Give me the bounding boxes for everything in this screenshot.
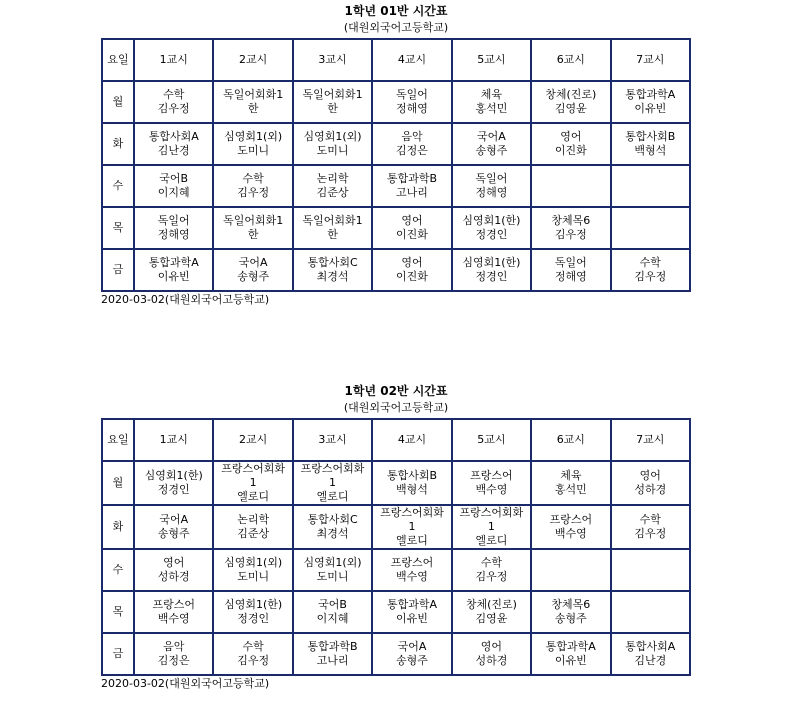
subject-name: 통합사회A <box>625 640 676 653</box>
subject-name: 통합과학A <box>148 256 199 269</box>
table-row <box>102 249 690 291</box>
subject-name: 1 <box>329 476 337 489</box>
subject-name: 통합사회B <box>386 469 437 482</box>
teacher-name: 김영윤 <box>475 612 508 625</box>
class-cell <box>372 591 451 633</box>
subject-name: 국어A <box>477 130 506 143</box>
header-row <box>102 39 690 81</box>
teacher-name: 정해영 <box>475 186 508 199</box>
teacher-name: 정경인 <box>157 483 190 496</box>
class-cell <box>213 505 292 549</box>
subject-name: 심영회1(한) <box>462 214 521 227</box>
teacher-name: 엘로디 <box>396 534 428 547</box>
teacher-name: 김난경 <box>157 144 190 157</box>
school-name: (대원외국어고등학교) <box>343 401 449 414</box>
teacher-name: 한 <box>327 102 338 115</box>
period-header: 7교시 <box>611 419 690 461</box>
period-header: 4교시 <box>372 39 451 81</box>
teacher-name: 백수영 <box>157 612 190 625</box>
teacher-name: 김우정 <box>475 570 508 583</box>
period-header: 3교시 <box>293 419 372 461</box>
subject-name: 심영회1(한) <box>224 598 283 611</box>
subject-name: 프랑스어 <box>390 556 434 569</box>
teacher-name: 최경석 <box>316 270 349 283</box>
class-cell <box>531 461 610 505</box>
class-cell <box>531 207 610 249</box>
teacher-name: 이유빈 <box>554 654 587 667</box>
subject-name: 프랑스어 <box>549 513 593 526</box>
class-cell <box>213 461 292 505</box>
teacher-name: 김정은 <box>396 144 428 157</box>
subject-name: 국어A <box>238 256 268 269</box>
teacher-name: 김정은 <box>157 654 190 667</box>
teacher-name: 정경인 <box>475 270 508 283</box>
subject-name: 통합과학A <box>625 88 676 101</box>
class-cell <box>452 165 531 207</box>
class-cell <box>293 165 372 207</box>
timetable-footer: 2020-03-02(대원외국어고등학교) <box>101 677 270 690</box>
teacher-name: 이진화 <box>554 144 587 157</box>
class-cell <box>611 591 690 633</box>
teacher-name: 엘로디 <box>237 490 270 503</box>
class-cell <box>293 591 372 633</box>
subject-name: 통합사회C <box>307 513 358 526</box>
class-cell <box>293 633 372 675</box>
table-row <box>102 633 690 675</box>
period-header: 6교시 <box>531 39 610 81</box>
subject-name: 심영회1(외) <box>224 130 283 143</box>
timetable-footer: 2020-03-02(대원외국어고등학교) <box>101 293 270 306</box>
teacher-name: 정경인 <box>475 228 508 241</box>
class-cell <box>372 549 451 591</box>
table-row <box>102 505 690 549</box>
class-cell <box>134 165 213 207</box>
subject-name: 음악 <box>163 640 185 653</box>
subject-name: 심영회1(한) <box>144 469 203 482</box>
subject-name: 국어A <box>159 513 189 526</box>
class-cell <box>134 461 213 505</box>
subject-name: 창체(진로) <box>545 88 597 101</box>
teacher-name: 김준상 <box>316 186 349 199</box>
teacher-name: 정해영 <box>396 102 428 115</box>
class-cell <box>213 81 292 123</box>
teacher-name: 고나리 <box>316 654 349 667</box>
period-header: 2교시 <box>213 39 292 81</box>
class-cell <box>372 461 451 505</box>
class-cell <box>293 249 372 291</box>
class-cell <box>611 249 690 291</box>
day-column-header: 요일 <box>102 419 134 461</box>
teacher-name: 이유빈 <box>157 270 190 283</box>
subject-name: 독일어 <box>475 172 508 185</box>
day-label: 월 <box>102 461 134 505</box>
subject-name: 창체(진로) <box>465 598 517 611</box>
period-header: 4교시 <box>372 419 451 461</box>
subject-name: 프랑스어 <box>152 598 195 611</box>
subject-name: 음악 <box>401 130 423 143</box>
class-cell <box>611 505 690 549</box>
class-cell <box>452 461 531 505</box>
teacher-name: 송형주 <box>554 612 587 625</box>
class-cell <box>213 549 292 591</box>
subject-name: 통합과학A <box>386 598 437 611</box>
day-label: 화 <box>102 505 134 549</box>
class-cell <box>372 207 451 249</box>
teacher-name: 엘로디 <box>316 490 349 503</box>
subject-name: 수학 <box>242 172 264 185</box>
class-cell <box>452 123 531 165</box>
day-label: 수 <box>102 549 134 591</box>
period-header: 1교시 <box>134 39 213 81</box>
subject-name: 통합과학B <box>386 172 437 185</box>
table-row <box>102 123 690 165</box>
subject-name: 독일어 <box>396 88 428 101</box>
teacher-name: 김준상 <box>237 527 270 540</box>
teacher-name: 김영윤 <box>554 102 587 115</box>
subject-name: 독일어회화1 <box>223 88 284 101</box>
timetable-grid <box>101 38 691 292</box>
class-cell <box>134 633 213 675</box>
table-row <box>102 81 690 123</box>
class-cell <box>293 549 372 591</box>
class-cell <box>134 207 213 249</box>
day-label: 화 <box>102 123 134 165</box>
day-label: 월 <box>102 81 134 123</box>
period-header: 1교시 <box>134 419 213 461</box>
teacher-name: 도미니 <box>316 144 349 157</box>
class-cell <box>531 633 610 675</box>
class-cell <box>452 633 531 675</box>
subject-name: 통합과학B <box>307 640 358 653</box>
class-cell <box>452 549 531 591</box>
teacher-name: 정경인 <box>237 612 270 625</box>
subject-name: 영어 <box>401 214 423 227</box>
subject-name: 창체목6 <box>551 598 591 611</box>
subject-name: 1 <box>249 476 257 489</box>
subject-name: 국어B <box>159 172 189 185</box>
teacher-name: 한 <box>247 228 259 241</box>
teacher-name: 한 <box>247 102 259 115</box>
subject-name: 통합사회A <box>148 130 199 143</box>
subject-name: 독일어 <box>157 214 190 227</box>
subject-name: 창체목6 <box>551 214 591 227</box>
day-column-header: 요일 <box>102 39 134 81</box>
class-cell <box>611 81 690 123</box>
subject-name: 영어 <box>163 556 185 569</box>
subject-name: 심영회1(외) <box>303 556 362 569</box>
subject-name: 프랑스어회화 <box>221 462 286 475</box>
teacher-name: 정해영 <box>554 270 587 283</box>
class-cell <box>452 505 531 549</box>
subject-name: 수학 <box>163 88 185 101</box>
subject-name: 체육 <box>560 469 582 482</box>
subject-name: 수학 <box>639 513 661 526</box>
teacher-name: 김난경 <box>634 654 667 667</box>
class-cell <box>213 249 292 291</box>
teacher-name: 최경석 <box>316 527 349 540</box>
teacher-name: 김우정 <box>634 270 667 283</box>
class-cell <box>293 505 372 549</box>
subject-name: 독일어회화1 <box>223 214 284 227</box>
header-row <box>102 419 690 461</box>
subject-name: 영어 <box>480 640 503 653</box>
subject-name: 심영회1(외) <box>303 130 362 143</box>
teacher-name: 이진화 <box>396 270 428 283</box>
period-header: 2교시 <box>213 419 292 461</box>
subject-name: 국어B <box>318 598 347 611</box>
class-cell <box>293 81 372 123</box>
teacher-name: 김우정 <box>634 527 667 540</box>
day-label: 수 <box>102 165 134 207</box>
class-cell <box>134 591 213 633</box>
subject-name: 독일어회화1 <box>302 88 363 101</box>
teacher-name: 정해영 <box>157 228 190 241</box>
class-cell <box>611 633 690 675</box>
class-cell <box>611 461 690 505</box>
class-cell <box>611 549 690 591</box>
timetable-class-01 <box>101 0 691 308</box>
day-label: 목 <box>102 591 134 633</box>
teacher-name: 도미니 <box>316 570 349 583</box>
table-row <box>102 165 690 207</box>
class-cell <box>293 123 372 165</box>
subject-name: 영어 <box>639 469 661 482</box>
subject-name: 국어A <box>397 640 427 653</box>
class-cell <box>452 591 531 633</box>
teacher-name: 백형석 <box>396 483 428 496</box>
teacher-name: 이지혜 <box>316 612 349 625</box>
subject-name: 프랑스어 <box>470 469 513 482</box>
class-cell <box>293 461 372 505</box>
teacher-name: 백수영 <box>396 570 428 583</box>
teacher-name: 김우정 <box>237 186 270 199</box>
teacher-name: 이진화 <box>396 228 428 241</box>
period-header: 5교시 <box>452 419 531 461</box>
class-cell <box>611 165 690 207</box>
class-cell <box>452 249 531 291</box>
subject-name: 논리학 <box>237 513 270 526</box>
class-cell <box>134 81 213 123</box>
teacher-name: 한 <box>327 228 338 241</box>
period-header: 3교시 <box>293 39 372 81</box>
teacher-name: 송형주 <box>237 270 270 283</box>
class-cell <box>213 591 292 633</box>
teacher-name: 김우정 <box>157 102 190 115</box>
class-cell <box>611 123 690 165</box>
teacher-name: 김우정 <box>554 228 587 241</box>
teacher-name: 홍석민 <box>554 483 587 496</box>
subject-name: 체육 <box>480 88 503 101</box>
teacher-name: 고나리 <box>396 186 428 199</box>
class-cell <box>531 549 610 591</box>
table-row <box>102 207 690 249</box>
subject-name: 독일어회화1 <box>302 214 363 227</box>
subject-name: 영어 <box>401 256 423 269</box>
school-name: (대원외국어고등학교) <box>343 21 449 34</box>
class-cell <box>611 207 690 249</box>
timetable-title: 1학년 01반 시간표 <box>344 4 448 18</box>
class-cell <box>452 207 531 249</box>
timetable-grid <box>101 418 691 676</box>
teacher-name: 성하경 <box>157 570 190 583</box>
teacher-name: 백수영 <box>475 483 508 496</box>
subject-name: 프랑스어회화 <box>380 506 444 519</box>
subject-name: 통합사회C <box>307 256 358 269</box>
teacher-name: 백형석 <box>634 144 667 157</box>
teacher-name: 도미니 <box>237 570 270 583</box>
class-cell <box>134 505 213 549</box>
timetable-class-02 <box>101 380 691 692</box>
class-cell <box>134 249 213 291</box>
class-cell <box>372 123 451 165</box>
class-cell <box>372 81 451 123</box>
teacher-name: 성하경 <box>475 654 508 667</box>
class-cell <box>531 249 610 291</box>
class-cell <box>134 549 213 591</box>
period-header: 7교시 <box>611 39 690 81</box>
timetable-title: 1학년 02반 시간표 <box>344 384 448 398</box>
day-label: 금 <box>102 633 134 675</box>
class-cell <box>213 633 292 675</box>
class-cell <box>134 123 213 165</box>
teacher-name: 엘로디 <box>475 534 508 547</box>
subject-name: 통합과학A <box>545 640 596 653</box>
class-cell <box>372 249 451 291</box>
teacher-name: 도미니 <box>237 144 270 157</box>
subject-name: 프랑스어회화 <box>459 506 524 519</box>
class-cell <box>213 165 292 207</box>
subject-name: 심영회1(외) <box>224 556 283 569</box>
subject-name: 독일어 <box>554 256 587 269</box>
class-cell <box>452 81 531 123</box>
class-cell <box>213 207 292 249</box>
class-cell <box>531 123 610 165</box>
subject-name: 프랑스어회화 <box>300 462 365 475</box>
class-cell <box>372 633 451 675</box>
teacher-name: 백수영 <box>554 527 587 540</box>
class-cell <box>531 81 610 123</box>
class-cell <box>213 123 292 165</box>
subject-name: 1 <box>408 520 416 533</box>
teacher-name: 송형주 <box>475 144 508 157</box>
day-label: 목 <box>102 207 134 249</box>
table-row <box>102 461 690 505</box>
table-row <box>102 591 690 633</box>
subject-name: 심영회1(한) <box>462 256 521 269</box>
teacher-name: 이유빈 <box>396 612 428 625</box>
table-row <box>102 549 690 591</box>
class-cell <box>372 165 451 207</box>
subject-name: 통합사회B <box>625 130 676 143</box>
teacher-name: 이지혜 <box>157 186 190 199</box>
class-cell <box>293 207 372 249</box>
subject-name: 수학 <box>480 556 503 569</box>
day-label: 금 <box>102 249 134 291</box>
teacher-name: 송형주 <box>157 527 190 540</box>
teacher-name: 이유빈 <box>634 102 667 115</box>
class-cell <box>372 505 451 549</box>
teacher-name: 홍석민 <box>475 102 508 115</box>
class-cell <box>531 165 610 207</box>
class-cell <box>531 591 610 633</box>
subject-name: 수학 <box>242 640 264 653</box>
class-cell <box>531 505 610 549</box>
subject-name: 영어 <box>560 130 582 143</box>
subject-name: 수학 <box>639 256 661 269</box>
period-header: 6교시 <box>531 419 610 461</box>
teacher-name: 성하경 <box>634 483 667 496</box>
period-header: 5교시 <box>452 39 531 81</box>
subject-name: 1 <box>487 520 495 533</box>
teacher-name: 송형주 <box>396 654 428 667</box>
subject-name: 논리학 <box>316 172 349 185</box>
teacher-name: 김우정 <box>237 654 270 667</box>
